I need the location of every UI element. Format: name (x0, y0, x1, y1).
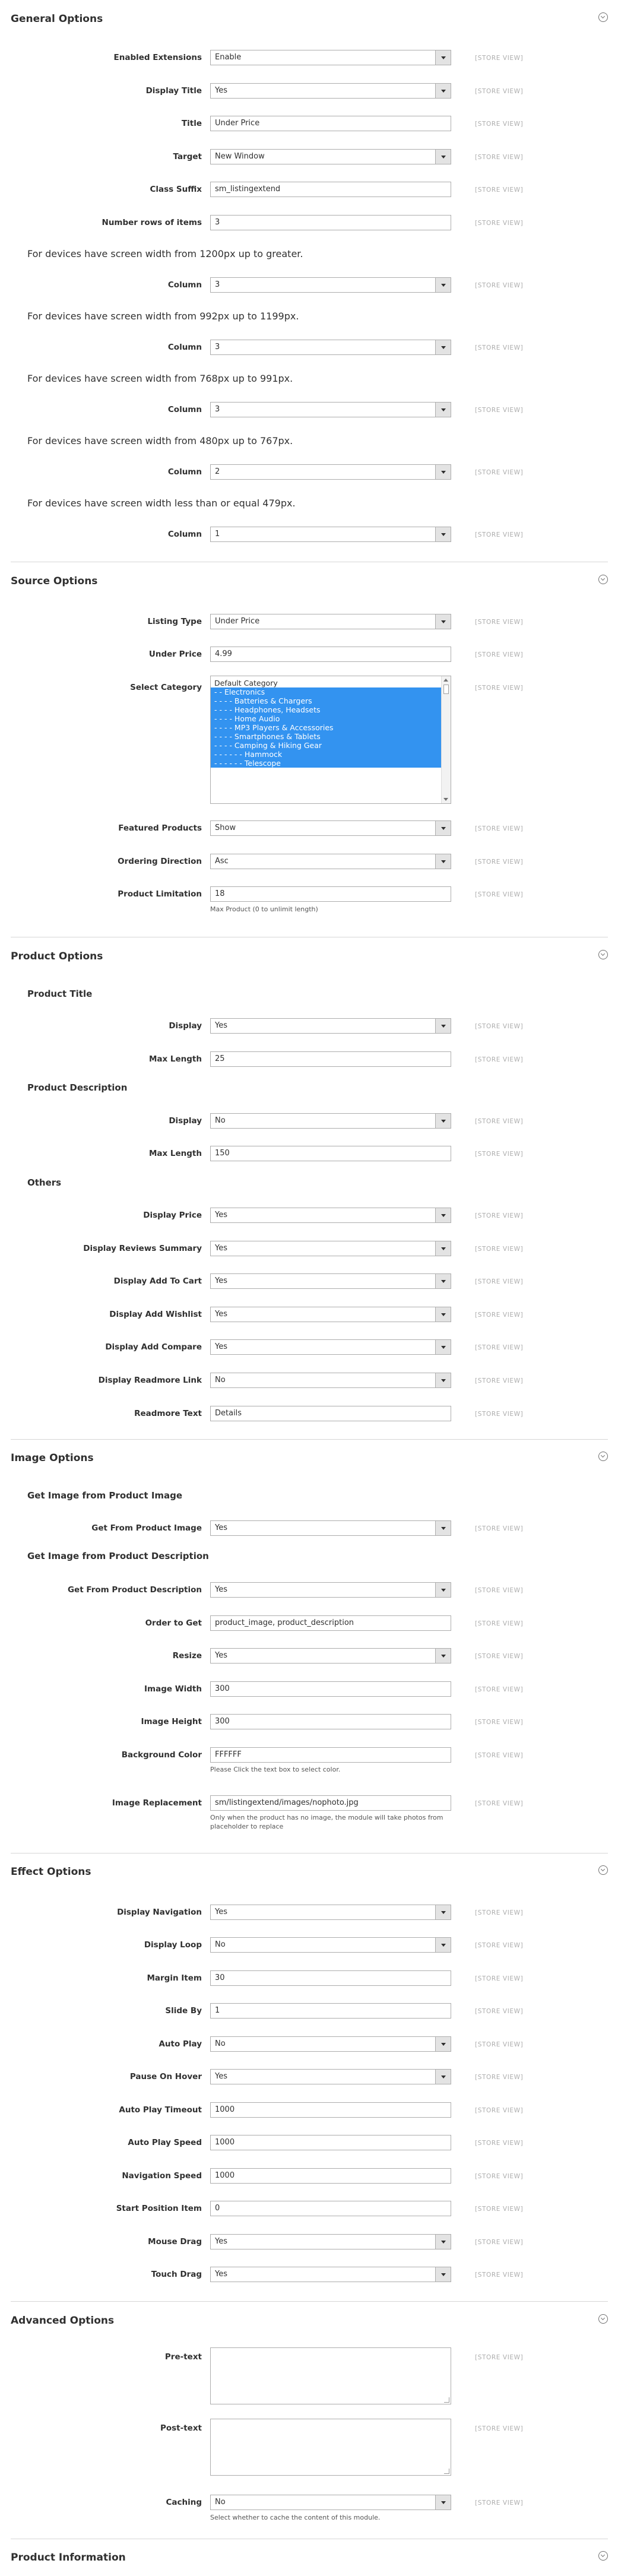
target-label: Target (173, 152, 202, 161)
scope-label: [STORE VIEW] (475, 1719, 524, 1726)
category-option[interactable]: - - - - Camping & Hiking Gear (211, 741, 441, 750)
field-note: Only when the product has no image, the module will take photos from placeholder to replace (210, 1814, 443, 1830)
caching-label: Caching (166, 2498, 202, 2507)
select-value: Enable (215, 53, 242, 62)
from-image-heading: Get Image from Product Image (27, 1490, 183, 1501)
start-position-input[interactable]: 0 (210, 2201, 451, 2216)
ordering-direction-select[interactable] (210, 854, 451, 869)
scope-label: [STORE VIEW] (475, 1278, 524, 1285)
category-option[interactable]: - - - - Smartphones & Tablets (211, 732, 441, 741)
image-width-input[interactable]: 300 (210, 1681, 451, 1697)
image-height-label: Image Height (141, 1717, 202, 1726)
product-title-heading: Product Title (27, 988, 93, 999)
column-label: Column (167, 405, 202, 414)
scope-label: [STORE VIEW] (475, 1212, 524, 1219)
title-label: Title (181, 119, 202, 128)
scope-label: [STORE VIEW] (475, 531, 524, 538)
scope-label: [STORE VIEW] (475, 2239, 524, 2246)
display-add-to-cart-label: Display Add To Cart (113, 1276, 202, 1286)
select-value: Show (215, 823, 236, 832)
class-suffix-input[interactable]: sm_listingextend (210, 182, 451, 197)
dropdown-arrow-icon (435, 150, 451, 164)
listing-type-select[interactable] (210, 614, 451, 629)
navigation-speed-label: Navigation Speed (122, 2171, 202, 2181)
under-price-label: Under Price (148, 649, 202, 659)
pre-text-label: Pre-text (164, 2352, 202, 2362)
scope-label: [STORE VIEW] (475, 685, 524, 692)
scope-label: [STORE VIEW] (475, 891, 524, 898)
dropdown-arrow-icon (435, 1649, 451, 1663)
dropdown-arrow-icon (435, 1241, 451, 1256)
resize-label: Resize (172, 1651, 202, 1661)
get-from-image-select[interactable] (210, 1520, 451, 1536)
section-divider (11, 1439, 608, 1440)
display-add-compare-label: Display Add Compare (105, 1342, 202, 1352)
scope-label: [STORE VIEW] (475, 220, 524, 227)
scope-label: [STORE VIEW] (475, 1118, 524, 1125)
dropdown-arrow-icon (435, 340, 451, 354)
scope-label: [STORE VIEW] (475, 1752, 524, 1759)
select-value: Yes (215, 2270, 227, 2279)
display-navigation-label: Display Navigation (117, 1908, 202, 1917)
dropdown-arrow-icon (435, 527, 451, 541)
display-add-wishlist-select[interactable] (210, 1307, 451, 1322)
number-rows-input[interactable]: 3 (210, 215, 451, 230)
scope-label: [STORE VIEW] (475, 2425, 524, 2432)
pre-text-textarea[interactable] (210, 2347, 451, 2404)
scope-label: [STORE VIEW] (475, 344, 524, 351)
select-category-label: Select Category (130, 683, 202, 692)
select-value: Yes (215, 1523, 227, 1532)
scope-label: [STORE VIEW] (475, 825, 524, 832)
column-label: Column (167, 343, 202, 352)
image-replacement-input[interactable]: sm/listingextend/images/nophoto.jpg (210, 1795, 451, 1811)
collapse-chevron-icon[interactable] (598, 575, 608, 584)
display-add-compare-select[interactable] (210, 1339, 451, 1355)
select-value: 3 (215, 343, 220, 351)
desc-max-length-label: Max Length (148, 1149, 202, 1158)
scope-label: [STORE VIEW] (475, 2107, 524, 2114)
scope-label: [STORE VIEW] (475, 651, 524, 658)
scope-label: [STORE VIEW] (475, 1056, 524, 1063)
caching-select[interactable] (210, 2495, 451, 2510)
section-title: Source Options (11, 575, 98, 587)
image-width-label: Image Width (144, 1684, 202, 1694)
display-add-to-cart-select[interactable] (210, 1273, 451, 1289)
column-select[interactable] (210, 277, 451, 293)
collapse-chevron-icon[interactable] (598, 2314, 608, 2324)
device-heading: For devices have screen width from 480px up to 767px. (27, 435, 293, 446)
scroll-thumb[interactable] (443, 685, 449, 694)
select-value: Yes (215, 1276, 227, 1285)
select-value: 3 (215, 280, 220, 289)
category-option[interactable]: - - - - Home Audio (211, 714, 441, 723)
select-value: Asc (215, 857, 229, 866)
dropdown-arrow-icon (435, 821, 451, 835)
select-value: 3 (215, 405, 220, 414)
scope-label: [STORE VIEW] (475, 2206, 524, 2213)
scope-label: [STORE VIEW] (475, 1311, 524, 1319)
field-note: Please Click the text box to select color. (210, 1766, 341, 1773)
category-option[interactable]: - - - - MP3 Players & Accessories (211, 723, 441, 732)
get-from-desc-label: Get From Product Description (67, 1585, 202, 1595)
dropdown-arrow-icon (435, 1019, 451, 1033)
scroll-up-arrow-icon[interactable] (443, 679, 448, 682)
scope-label: [STORE VIEW] (475, 2140, 524, 2147)
scope-label: [STORE VIEW] (475, 2074, 524, 2081)
scope-label: [STORE VIEW] (475, 1909, 524, 1916)
scope-label: [STORE VIEW] (475, 1151, 524, 1158)
select-value: 1 (215, 530, 220, 538)
display-price-label: Display Price (143, 1211, 202, 1220)
section-source-options[interactable] (11, 572, 608, 587)
auto-play-speed-label: Auto Play Speed (128, 2138, 202, 2147)
dropdown-arrow-icon (435, 1274, 451, 1288)
select-value: No (215, 2498, 226, 2507)
post-text-textarea[interactable] (210, 2419, 451, 2476)
scope-label: [STORE VIEW] (475, 1800, 524, 1807)
scope-label: [STORE VIEW] (475, 2173, 524, 2180)
from-description-heading: Get Image from Product Description (27, 1551, 209, 1561)
scope-label: [STORE VIEW] (475, 55, 524, 62)
column-select[interactable] (210, 340, 451, 355)
category-option[interactable]: - - - - - - Telescope (211, 759, 441, 768)
title-max-length-input[interactable]: 25 (210, 1051, 451, 1067)
scope-label: [STORE VIEW] (475, 858, 524, 866)
dropdown-arrow-icon (435, 1373, 451, 1387)
category-option[interactable]: Default Category (214, 679, 278, 687)
scope-label: [STORE VIEW] (475, 1975, 524, 1982)
navigation-speed-input[interactable]: 1000 (210, 2168, 451, 2184)
display-reviews-label: Display Reviews Summary (83, 1244, 202, 1253)
section-title: General Options (11, 13, 103, 25)
number-rows-label: Number rows of items (102, 218, 202, 227)
dropdown-arrow-icon (435, 84, 451, 98)
category-option[interactable]: - - Electronics (211, 687, 441, 696)
dropdown-arrow-icon (435, 2037, 451, 2051)
auto-play-select[interactable] (210, 2036, 451, 2052)
category-option-list (211, 679, 441, 768)
background-color-label: Background Color (121, 1750, 202, 1760)
start-position-label: Start Position Item (116, 2204, 202, 2213)
scope-label: [STORE VIEW] (475, 2499, 524, 2507)
order-to-get-input[interactable]: product_image, product_description (210, 1615, 451, 1631)
enabled-extensions-select[interactable] (210, 50, 451, 65)
touch-drag-select[interactable] (210, 2267, 451, 2282)
scope-label: [STORE VIEW] (475, 1620, 524, 1627)
auto-play-speed-input[interactable]: 1000 (210, 2135, 451, 2150)
scroll-down-arrow-icon[interactable] (443, 798, 448, 801)
scope-label: [STORE VIEW] (475, 1942, 524, 1949)
select-value: 2 (215, 467, 220, 476)
ordering-direction-label: Ordering Direction (118, 857, 202, 866)
dropdown-arrow-icon (435, 1905, 451, 1919)
enabled-extensions-label: Enabled Extensions (113, 53, 202, 62)
collapse-chevron-icon[interactable] (598, 12, 608, 22)
section-effect-options[interactable] (11, 1862, 608, 1878)
collapse-chevron-icon[interactable] (598, 1452, 608, 1461)
select-value: Yes (215, 2072, 227, 2081)
desc-display-label: Display (169, 1116, 202, 1126)
class-suffix-label: Class Suffix (150, 185, 202, 194)
select-value: Yes (215, 1908, 227, 1916)
margin-item-input[interactable]: 30 (210, 1970, 451, 1986)
scope-label: [STORE VIEW] (475, 1411, 524, 1418)
slide-by-label: Slide By (165, 2006, 202, 2016)
image-height-input[interactable]: 300 (210, 1714, 451, 1729)
scope-label: [STORE VIEW] (475, 1246, 524, 1253)
listing-type-label: Listing Type (147, 617, 202, 626)
select-value: Yes (215, 1244, 227, 1253)
auto-play-timeout-input[interactable]: 1000 (210, 2102, 451, 2118)
scope-label: [STORE VIEW] (475, 282, 524, 289)
desc-display-select[interactable] (210, 1113, 451, 1129)
display-price-select[interactable] (210, 1208, 451, 1223)
dropdown-arrow-icon (435, 614, 451, 629)
column-select[interactable] (210, 527, 451, 542)
pause-on-hover-label: Pause On Hover (129, 2072, 202, 2081)
scope-label: [STORE VIEW] (475, 407, 524, 414)
device-heading: For devices have screen width less than or equal 479px. (27, 498, 296, 509)
field-note: Select whether to cache the content of this module. (210, 2514, 381, 2521)
product-description-heading: Product Description (27, 1082, 128, 1093)
section-divider (11, 2301, 608, 2302)
section-title: Product Information (11, 2552, 126, 2564)
dropdown-arrow-icon (435, 50, 451, 65)
select-value: Yes (215, 1021, 227, 1030)
select-value: No (215, 2039, 226, 2048)
get-from-image-label: Get From Product Image (91, 1523, 202, 1533)
category-option[interactable]: - - - - Headphones, Headsets (211, 705, 441, 714)
dropdown-arrow-icon (435, 2070, 451, 2084)
product-limitation-input[interactable]: 18 (210, 886, 451, 902)
select-value: No (215, 1376, 226, 1384)
device-heading: For devices have screen width from 768px up to 991px. (27, 373, 293, 384)
readmore-text-label: Readmore Text (134, 1409, 202, 1418)
field-note: Max Product (0 to unlimit length) (210, 905, 318, 913)
dropdown-arrow-icon (435, 2267, 451, 2282)
select-value: Yes (215, 2237, 227, 2246)
section-title: Effect Options (11, 1866, 91, 1878)
select-value: No (215, 1940, 226, 1949)
display-loop-label: Display Loop (144, 1940, 202, 1950)
scope-label: [STORE VIEW] (475, 186, 524, 194)
display-readmore-label: Display Readmore Link (98, 1376, 202, 1385)
dropdown-arrow-icon (435, 1114, 451, 1128)
dropdown-arrow-icon (435, 2235, 451, 2249)
scope-label: [STORE VIEW] (475, 619, 524, 626)
device-heading: For devices have screen width from 992px up to 1199px. (27, 310, 299, 322)
title-input[interactable]: Under Price (210, 116, 451, 131)
resize-select[interactable] (210, 1648, 451, 1664)
display-reviews-select[interactable] (210, 1241, 451, 1256)
featured-products-label: Featured Products (118, 823, 202, 833)
dropdown-arrow-icon (435, 1307, 451, 1322)
featured-products-select[interactable] (210, 820, 451, 836)
scope-label: [STORE VIEW] (475, 1344, 524, 1351)
scope-label: [STORE VIEW] (475, 469, 524, 476)
scope-label: [STORE VIEW] (475, 1023, 524, 1030)
margin-item-label: Margin Item (147, 1973, 202, 1983)
select-value: New Window (215, 152, 265, 161)
scope-label: [STORE VIEW] (475, 121, 524, 128)
category-option[interactable]: - - - - Batteries & Chargers (211, 696, 441, 705)
collapse-chevron-icon[interactable] (598, 950, 608, 959)
dropdown-arrow-icon (435, 403, 451, 417)
select-value: Yes (215, 1585, 227, 1594)
title-max-length-label: Max Length (148, 1054, 202, 1064)
dropdown-arrow-icon (435, 1340, 451, 1354)
display-add-wishlist-label: Display Add Wishlist (109, 1310, 202, 1319)
scope-label: [STORE VIEW] (475, 1653, 524, 1660)
dropdown-arrow-icon (435, 1208, 451, 1222)
column-label: Column (167, 530, 202, 539)
section-image-options[interactable] (11, 1449, 608, 1464)
scope-label: [STORE VIEW] (475, 88, 524, 95)
slide-by-input[interactable]: 1 (210, 2003, 451, 2019)
scope-label: [STORE VIEW] (475, 2354, 524, 2361)
section-advanced-options[interactable] (11, 2311, 608, 2327)
desc-max-length-input[interactable]: 150 (210, 1146, 451, 1161)
scope-label: [STORE VIEW] (475, 1587, 524, 1594)
display-title-label: Display Title (145, 86, 202, 96)
scope-label: [STORE VIEW] (475, 1686, 524, 1693)
dropdown-arrow-icon (435, 278, 451, 292)
scope-label: [STORE VIEW] (475, 154, 524, 161)
select-value: Yes (215, 1310, 227, 1319)
device-heading: For devices have screen width from 1200px up to greater. (27, 248, 303, 259)
section-product-options[interactable] (11, 947, 608, 962)
select-value: Under Price (215, 617, 260, 626)
background-color-input[interactable]: FFFFFF (210, 1747, 451, 1763)
target-select[interactable] (210, 149, 451, 164)
scrollbar[interactable] (441, 676, 451, 803)
title-display-label: Display (169, 1021, 202, 1031)
others-heading: Others (27, 1177, 62, 1188)
dropdown-arrow-icon (435, 465, 451, 479)
post-text-label: Post-text (160, 2423, 202, 2433)
collapse-chevron-icon[interactable] (598, 1865, 608, 1875)
scope-label: [STORE VIEW] (475, 1377, 524, 1384)
get-from-desc-select[interactable] (210, 1582, 451, 1598)
product-limitation-label: Product Limitation (118, 889, 202, 899)
scope-label: [STORE VIEW] (475, 1525, 524, 1532)
scope-label: [STORE VIEW] (475, 2271, 524, 2279)
column-label: Column (167, 280, 202, 290)
dropdown-arrow-icon (435, 1521, 451, 1535)
auto-play-timeout-label: Auto Play Timeout (119, 2105, 202, 2115)
title-display-select[interactable] (210, 1018, 451, 1034)
mouse-drag-select[interactable] (210, 2234, 451, 2249)
section-title: Advanced Options (11, 2315, 115, 2327)
section-title: Image Options (11, 1452, 94, 1464)
column-label: Column (167, 467, 202, 477)
section-general-options[interactable] (11, 9, 608, 25)
select-value: Yes (215, 86, 227, 95)
dropdown-arrow-icon (435, 1938, 451, 1952)
scope-label: [STORE VIEW] (475, 2041, 524, 2048)
column-select[interactable] (210, 402, 451, 417)
select-value: No (215, 1116, 226, 1125)
readmore-text-input[interactable]: Details (210, 1406, 451, 1421)
under-price-input[interactable]: 4.99 (210, 647, 451, 662)
display-navigation-select[interactable] (210, 1905, 451, 1920)
select-value: Yes (215, 1342, 227, 1351)
column-select[interactable] (210, 464, 451, 480)
category-option[interactable]: - - - - - - Hammock (211, 750, 441, 759)
section-title: Product Options (11, 950, 103, 962)
display-readmore-select[interactable] (210, 1373, 451, 1388)
collapse-chevron-icon[interactable] (598, 2551, 608, 2561)
select-value: Yes (215, 1211, 227, 1219)
dropdown-arrow-icon (435, 1583, 451, 1597)
scope-label: [STORE VIEW] (475, 2008, 524, 2015)
category-multiselect[interactable] (210, 676, 451, 804)
display-loop-select[interactable] (210, 1937, 451, 1953)
mouse-drag-label: Mouse Drag (148, 2237, 202, 2247)
touch-drag-label: Touch Drag (151, 2270, 202, 2279)
auto-play-label: Auto Play (159, 2039, 202, 2049)
order-to-get-label: Order to Get (145, 1618, 202, 1628)
dropdown-arrow-icon (435, 854, 451, 869)
dropdown-arrow-icon (435, 2495, 451, 2510)
select-value: Yes (215, 1651, 227, 1660)
image-replacement-label: Image Replacement (112, 1798, 202, 1808)
pause-on-hover-select[interactable] (210, 2069, 451, 2084)
section-product-information[interactable] (11, 2548, 608, 2564)
display-title-select[interactable] (210, 83, 451, 99)
